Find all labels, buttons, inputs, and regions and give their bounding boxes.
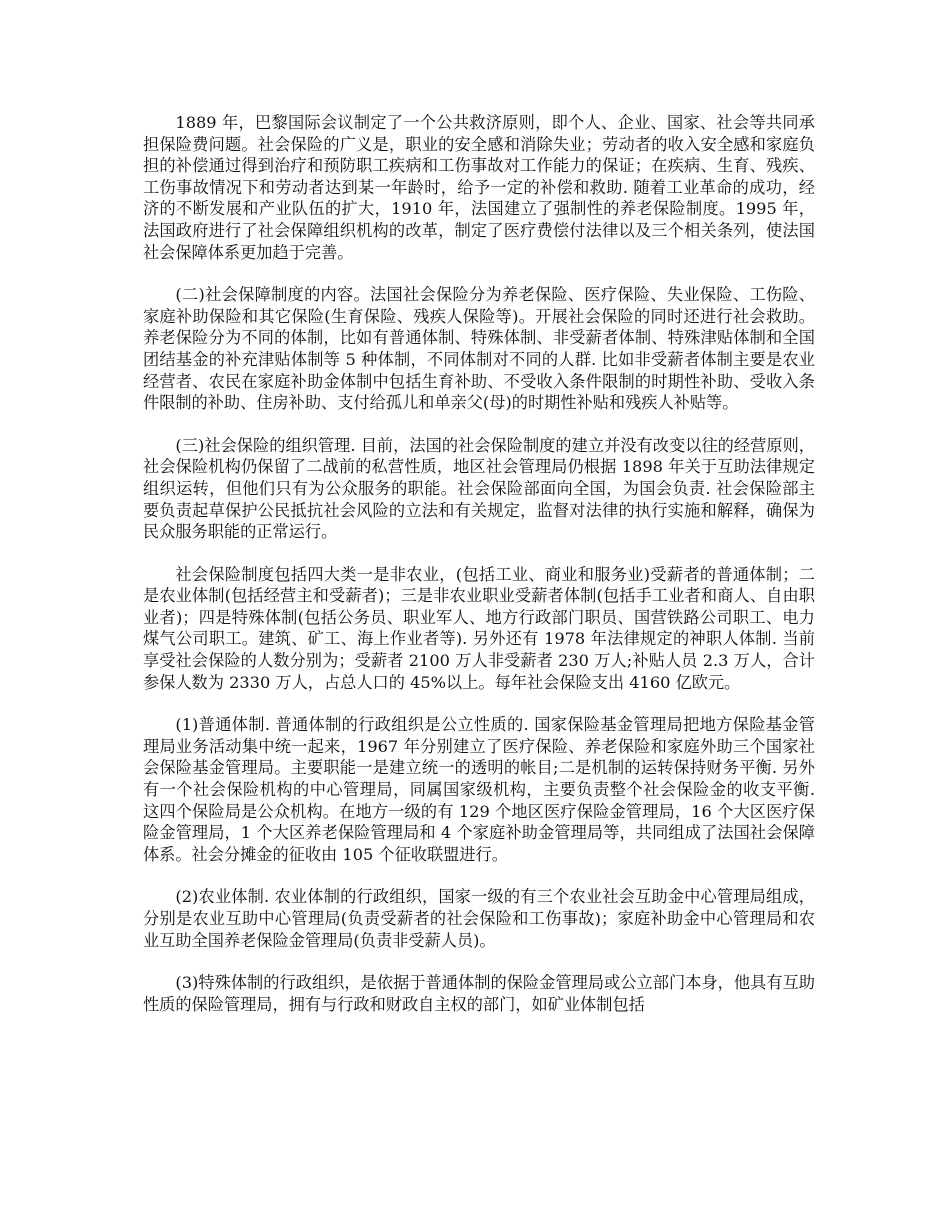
paragraph: (2)农业体制. 农业体制的行政组织，国家一级的有三个农业社会互助金中心管理局组成，分别是农业互助中心管理局(负责受薪者的社会保险和工伤事故)；家庭补助金中心管理局和农业互助全国养老保险金管理局(负责非受薪人员)。 [143, 887, 815, 950]
paragraph: (3)特殊体制的行政组织，是依据于普通体制的保险金管理局或公立部门本身，他具有互助性质的保险管理局，拥有与行政和财政自主权的部门，如矿业体制包括 [143, 973, 815, 1014]
paragraph: 社会保险制度包括四大类一是非农业，(包括工业、商业和服务业)受薪者的普通体制；二是农业体制(包括经营主和受薪者)；三是非农业职业受薪者体制(包括手工业者和商人、自由职业者)；四是特殊体制(包括公务员、职业军人、地方行政部门职员、国营铁路公司职工、电力煤气公司职工。建筑、矿工、海上作业者等). 另外还有 1978 年法律规定的神职人体制. 当前享受社会保险的人数分别为；受薪者 2100 万人非受薪者 230 万人;补贴人员 2.3 万人，合计参保人数为 2330 万人，占总人口的 45%以上。每年社会保险支出 4160 亿欧元。 [143, 564, 815, 692]
paragraph: (二)社会保障制度的内容。法国社会保险分为养老保险、医疗保险、失业保险、工伤险、家庭补助保险和其它保险(生育保险、残疾人保险等)。开展社会保险的同时还进行社会救助。养老保险分为不同的体制，比如有普通体制、特殊体制、非受薪者体制、特殊津贴体制和全国团结基金的补充津贴体制等 5 种体制，不同体制对不同的人群. 比如非受薪者体制主要是农业经营者、农民在家庭补助金体制中包括生育补助、不受收入条件限制的时期性补助、受收入条件限制的补助、住房补助、支付给孤儿和单亲父(母)的时期性补贴和残疾人补贴等。 [143, 285, 815, 413]
document-body [143, 112, 815, 1036]
paragraph: (三)社会保险的组织管理. 目前，法国的社会保险制度的建立并没有改变以往的经营原则，社会保险机构仍保留了二战前的私营性质，地区社会管理局仍根据 1898 年关于互助法律规定组织运转，但他们只有为公众服务的职能。社会保险部面向全国，为国会负责. 社会保险部主要负责起草保护公民抵抗社会风险的立法和有关规定，监督对法律的执行实施和解释，确保为民众服务职能的正常运行。 [143, 435, 815, 542]
paragraph: (1)普通体制. 普通体制的行政组织是公立性质的. 国家保险基金管理局把地方保险基金管理局业务活动集中统一起来，1967 年分别建立了医疗保险、养老保险和家庭外助三个国家社会保险基金管理局。主要职能一是建立统一的透明的帐目;二是机制的运转保持财务平衡. 另外有一个社会保险机构的中心管理局，同属国家级机构，主要负责整个社会保险金的收支平衡. 这四个保险局是公众机构。在地方一级的有 129 个地区医疗保险金管理局，16 个大区医疗保险金管理局，1 个大区养老保险管理局和 4 个家庭补助金管理局等，共同组成了法国社会保障体系。社会分摊金的征收由 105 个征收联盟进行。 [143, 715, 815, 864]
paragraph: 1889 年，巴黎国际会议制定了一个公共救济原则，即个人、企业、国家、社会等共同承担保险费问题。社会保险的广义是，职业的安全感和消除失业；劳动者的收入安全感和家庭负担的补偿通过得到治疗和预防职工疾病和工伤事故对工作能力的保证；在疾病、生育、残疾、工伤事故情况下和劳动者达到某一年龄时，给予一定的补偿和救助. 随着工业革命的成功，经济的不断发展和产业队伍的扩大，1910 年，法国建立了强制性的养老保险制度。1995 年，法国政府进行了社会保障组织机构的改革，制定了医疗费偿付法律以及三个相关条列，使法国社会保障体系更加趋于完善。 [143, 113, 815, 262]
